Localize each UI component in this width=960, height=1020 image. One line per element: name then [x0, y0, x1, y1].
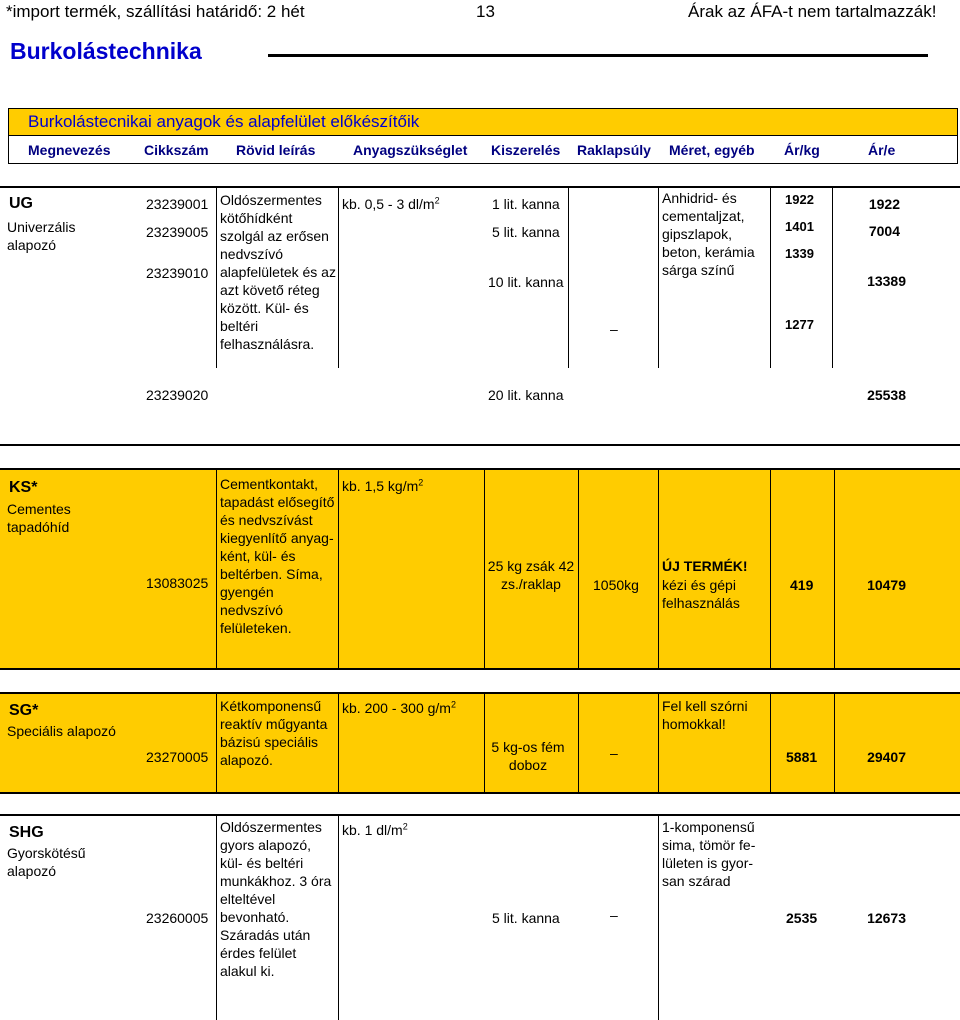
product-name: Speciális alapozó	[7, 723, 116, 739]
product-notes: 1-komponensű sima, tömör fe-lületen is gyor-san szárad	[662, 819, 756, 889]
price-unit: 7004	[868, 223, 900, 239]
packaging: 5 kg-os fém doboz	[491, 739, 565, 773]
product-code: UG	[9, 195, 33, 212]
divider	[216, 188, 217, 368]
col-anyagszukseglet: Anyagszükséglet	[353, 142, 468, 158]
divider	[338, 816, 339, 1020]
consumption: kb. 200 - 300 $g/m^2$	[342, 699, 456, 716]
pallet-weight: –	[610, 321, 618, 337]
divider	[338, 470, 339, 668]
divider	[338, 188, 339, 368]
product-code: SHG	[9, 824, 44, 841]
product-block-ug	[0, 186, 960, 446]
price-unit: 13389	[867, 273, 906, 289]
divider	[658, 816, 659, 1020]
product-notes: Fel kell szórni homokkal!	[662, 698, 748, 732]
price-unit: 1922	[868, 196, 900, 212]
product-name: Cementes tapadóhíd	[7, 501, 71, 535]
col-meret-egyeb: Méret, egyéb	[669, 142, 755, 158]
product-description: Kétkomponensű reaktív műgyanta bázisú speciális alapozó.	[220, 698, 328, 768]
price-unit: 29407	[867, 749, 906, 765]
consumption: kb. 1,5 $kg/m^2$	[342, 477, 424, 494]
title-rule	[268, 54, 928, 57]
price-kg: 5881	[786, 749, 818, 765]
divider	[770, 188, 771, 368]
price-unit: 12673	[867, 910, 906, 926]
packaging: 1 lit. kanna	[492, 196, 560, 212]
product-name: Gyorskötésű alapozó	[7, 845, 86, 879]
col-raklapsuly: Raklapsúly	[577, 142, 651, 158]
consumption: kb. 0,5 - 3 $dl/m^2$	[342, 195, 440, 212]
product-notes: Anhidrid- és cementaljzat, gipszlapok, beton, kerámia sárga színű	[662, 190, 755, 278]
pallet-weight: 1050kg	[593, 577, 639, 593]
divider	[484, 470, 485, 668]
packaging: 20 lit. kanna	[488, 387, 564, 403]
col-cikkszam: Cikkszám	[144, 142, 209, 158]
divider	[568, 188, 569, 368]
col-rovid-leiras: Rövid leírás	[236, 142, 316, 158]
packaging: 5 lit. kanna	[492, 224, 560, 240]
sku: 23239020	[146, 387, 209, 403]
divider	[770, 470, 771, 668]
col-megnevezes: Megnevezés	[28, 142, 111, 158]
price-kg: 1339	[785, 246, 814, 261]
category-title: Burkolástecnikai anyagok és alapfelület előkészítőik	[28, 112, 420, 131]
divider	[770, 694, 771, 792]
page-number: 13	[476, 2, 495, 21]
sku: 23270005	[146, 749, 209, 765]
product-name: Univerzális alapozó	[7, 219, 76, 253]
pallet-weight: –	[610, 907, 618, 923]
divider	[216, 694, 217, 792]
sku: 23260005	[146, 910, 209, 926]
product-block-sg	[0, 692, 960, 794]
col-ar-e: Ár/e	[868, 142, 896, 158]
price-kg: 1277	[785, 317, 814, 332]
divider	[484, 694, 485, 792]
product-description: Cementkontakt, tapadást elősegítő és nedvszívást kiegyenlítő anyag-ként, kül- és beltérben. Síma, gyengén nedvszívó felületeken.	[220, 476, 335, 636]
packaging: 10 lit. kanna	[488, 274, 564, 290]
import-note: *import termék, szállítási határidő: 2 hét	[6, 2, 305, 21]
divider	[834, 470, 835, 668]
new-product-badge: ÚJ TERMÉK!	[662, 558, 748, 574]
product-code: KS*	[9, 479, 38, 496]
sku: 23239010	[146, 265, 209, 281]
price-kg: 1922	[785, 192, 814, 207]
sku: 23239001	[146, 196, 209, 212]
consumption: kb. 1 $dl/m^2$	[342, 821, 408, 838]
divider	[832, 188, 833, 368]
price-kg: 419	[790, 577, 814, 593]
pallet-weight: –	[610, 745, 618, 761]
price-kg: 1401	[785, 219, 814, 234]
product-notes: kézi és gépi felhasználás	[662, 577, 740, 611]
sku: 13083025	[146, 575, 209, 591]
section-title: Burkolástechnika	[10, 38, 202, 64]
packaging: 5 lit. kanna	[492, 910, 560, 926]
col-kiszereles: Kiszerelés	[491, 142, 561, 158]
divider	[658, 188, 659, 368]
divider	[216, 816, 217, 1020]
product-code: SG*	[9, 702, 39, 719]
product-description: Oldószermentes kötőhídként szolgál az erősen nedvszívó alapfelületek és az azt követő réteg között. Kül- és beltéri felhasználásra.	[220, 192, 336, 352]
divider	[658, 470, 659, 668]
price-kg: 2535	[786, 910, 818, 926]
packaging: 25 kg zsák 42 zs./raklap	[487, 558, 575, 592]
price-unit: 25538	[867, 387, 906, 403]
vat-note: Árak az ÁFA-t nem tartalmazzák!	[688, 2, 937, 21]
product-block-ks	[0, 468, 960, 670]
divider	[834, 694, 835, 792]
sku: 23239005	[146, 224, 209, 240]
divider	[578, 470, 579, 668]
divider	[658, 694, 659, 792]
divider	[338, 694, 339, 792]
col-ar-kg: Ár/kg	[784, 142, 820, 158]
product-description: Oldószermentes gyors alapozó, kül- és beltéri munkákhoz. 3 óra elteltével bevonható. Száradás után érdes felület alakul ki.	[220, 819, 332, 979]
divider	[216, 470, 217, 668]
divider	[578, 694, 579, 792]
price-unit: 10479	[867, 577, 906, 593]
